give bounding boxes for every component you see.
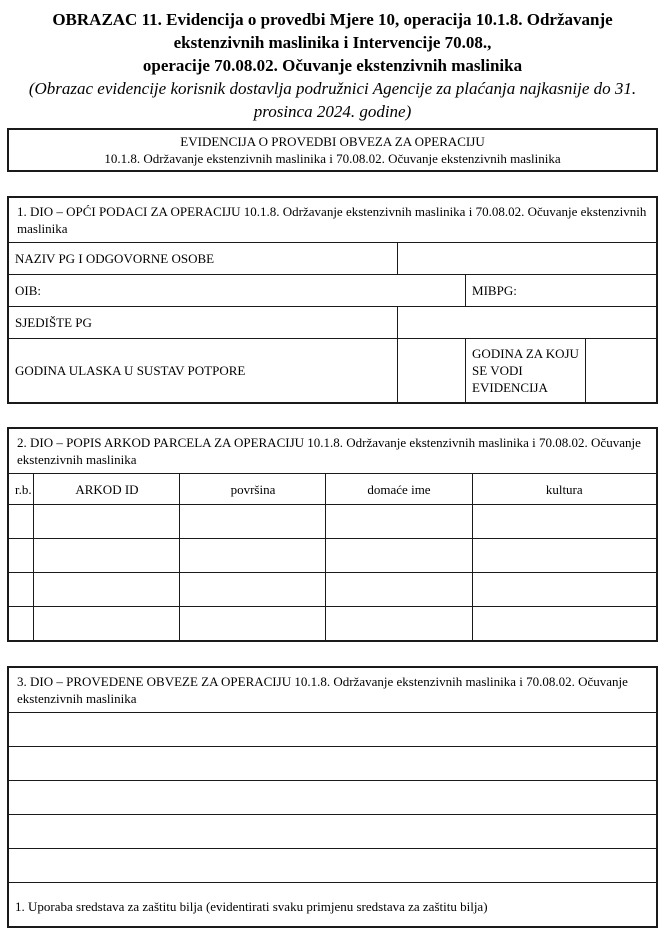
col-header-rb: r.b.	[8, 474, 34, 505]
naziv-pg-label: NAZIV PG I ODGOVORNE OSOBE	[8, 243, 397, 275]
section3-title: 3. DIO – PROVEDENE OBVEZE ZA OPERACIJU 10.1.8. Održavanje ekstenzivnih maslinika i 70.08.02. Očuvanje ekstenzivnih maslinika	[8, 667, 657, 713]
section2-title: 2. DIO – POPIS ARKOD PARCELA ZA OPERACIJU 10.1.8. Održavanje ekstenzivnih maslinika i 70.08.02. Očuvanje ekstenzivnih maslinika	[8, 428, 657, 474]
godina-ulaska-label: GODINA ULASKA U SUSTAV POTPORE	[8, 339, 397, 404]
sjediste-pg-value-cell	[397, 307, 657, 339]
spacer	[7, 642, 658, 666]
section1-table	[7, 196, 658, 404]
sjediste-pg-label: SJEDIŠTE PG	[8, 307, 397, 339]
col-header-kultura: kultura	[472, 474, 657, 505]
arkod-empty-row	[8, 573, 657, 607]
title-line-1: OBRAZAC 11. Evidencija o provedbi Mjere 10, operacija 10.1.8. Održavanje ekstenzivnih maslinika i Intervencije 70.08.,	[52, 10, 613, 52]
section2-table	[7, 427, 658, 642]
evidencija-line-2: 10.1.8. Održavanje ekstenzivnih maslinika i 70.08.02. Očuvanje ekstenzivnih maslinika	[104, 151, 561, 166]
page-subtitle: (Obrazac evidencije korisnik dostavlja podružnici Agencije za plaćanja najkasnije do 31. prosinca 2024. godine)	[28, 79, 637, 121]
obveze-empty-row	[8, 815, 657, 849]
uporaba-sredstava-label: 1. Uporaba sredstava za zaštitu bilja (evidentirati svaku primjenu sredstava za zaštitu bilja)	[8, 883, 657, 928]
naziv-pg-value-cell	[397, 243, 657, 275]
col-header-domace-ime: domaće ime	[326, 474, 472, 505]
evidencija-header-box	[7, 128, 658, 172]
godina-ulaska-value-cell	[397, 339, 465, 404]
obveze-empty-row	[8, 747, 657, 781]
obveze-empty-row	[8, 713, 657, 747]
evidencija-box-cell	[8, 129, 657, 171]
page-title	[7, 8, 658, 77]
godina-evidencija-label: GODINA ZA KOJU SE VODI EVIDENCIJA	[466, 339, 586, 404]
section1-title: 1. DIO – OPĆI PODACI ZA OPERACIJU 10.1.8. Održavanje ekstenzivnih maslinika i 70.08.02. Očuvanje ekstenzivnih maslinika	[8, 197, 657, 243]
obveze-empty-row	[8, 849, 657, 883]
title-line-2: operacije 70.08.02. Očuvanje ekstenzivnih maslinika	[142, 56, 523, 75]
arkod-empty-row	[8, 607, 657, 642]
obveze-empty-row	[8, 781, 657, 815]
oib-label: OIB:	[8, 275, 466, 307]
spacer	[7, 404, 658, 427]
evidencija-line-1: EVIDENCIJA O PROVEDBI OBVEZA ZA OPERACIJU	[180, 134, 485, 149]
spacer	[7, 172, 658, 196]
section3-table	[7, 666, 658, 928]
arkod-empty-row	[8, 539, 657, 573]
col-header-povrsina: površina	[180, 474, 326, 505]
godina-evidencija-value-cell	[586, 339, 657, 404]
arkod-empty-row	[8, 505, 657, 539]
col-header-arkod-id: ARKOD ID	[34, 474, 180, 505]
mibpg-label: MIBPG:	[466, 275, 657, 307]
